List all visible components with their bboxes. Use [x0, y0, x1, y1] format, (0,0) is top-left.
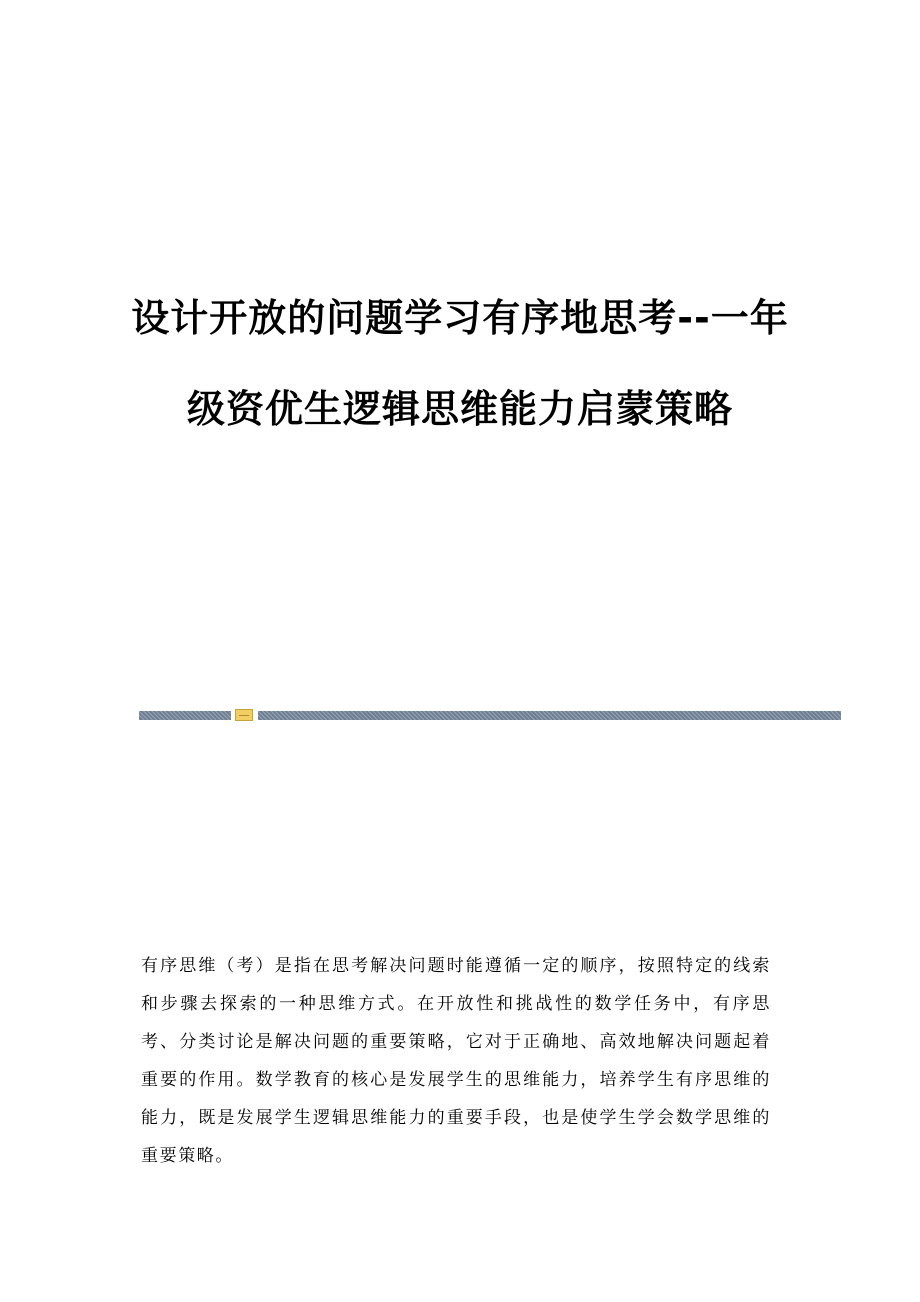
divider-ornament-icon [235, 709, 253, 721]
divider-bar-right [258, 711, 841, 720]
document-title-line-2: 级资优生逻辑思维能力启蒙策略 [186, 387, 733, 432]
document-title-line-1: 设计开放的问题学习有序地思考--一年 [131, 296, 789, 341]
divider-bar-left [139, 711, 231, 720]
body-paragraph: 有序思维（考）是指在思考解决问题时能遵循一定的顺序，按照特定的线索和步骤去探索的一种思维方式。在开放性和挑战性的数学任务中，有序思考、分类讨论是解决问题的重要策略，它对于正确地、高效地解决问题起着重要的作用。数学教育的核心是发展学生的思维能力，培养学生有序思维的能力，既是发展学生逻辑思维能力的重要手段，也是使学生学会数学思维的重要策略。 [141, 956, 771, 1166]
